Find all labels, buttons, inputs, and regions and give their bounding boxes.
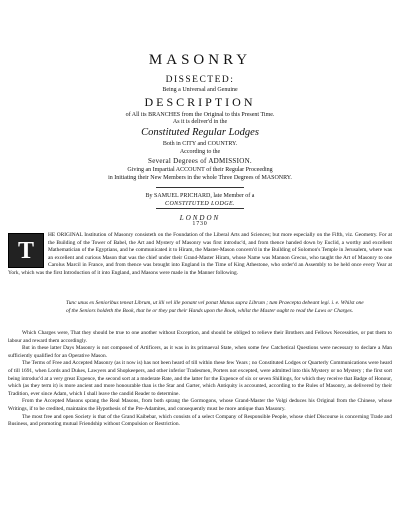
author-lodge: CONSTITUTED LODGE. <box>165 201 235 207</box>
subtitle-city-country: Both in CITY and COUNTRY. <box>162 141 238 147</box>
divider-rule <box>156 208 244 209</box>
paragraph-free-society: The most free and open Society is that of the Grand Kaibebar, which consists of a select Company of Responsible People, whose chief Discourse is concerning Trade and Business, and promoting mutual Friendship without Compulsion or Restriction. <box>8 413 392 428</box>
title-dissected: DISSECTED: <box>165 75 235 85</box>
imprint-year: 1730 <box>192 221 208 227</box>
subtitle-as-delivered: As it is deliver'd in the <box>172 119 228 125</box>
imprint-place: LONDON <box>179 214 221 222</box>
divider-rule <box>156 187 244 188</box>
subtitle-admission: Several Degrees of ADMISSION. <box>148 157 252 165</box>
drop-cap-letter: T <box>17 237 34 264</box>
subtitle-initiating: in Initiating their New Members in the whole Three Degrees of MASONRY. <box>108 175 292 181</box>
paragraph-terms: The Terms of Free and Accepted Masonry (as it now is) has not been heard of till within these few Years ; no Constituted Lodges or Quarterly Communications were heard of till 1691, when Lords and Dukes, Lawyers and Shopkeepers, and other inferior Tradesmen, Porters not excepted, were admitted into this Mystery or no Mystery ; the first sort being introduc'd at a very great Expence, the second sort at a moderate Rate, and the latter for the Expence of six or seven Shillings, for which they receive that Badge of Honour, which (as they term it) is more ancient and more honourable than is the Star and Garter, which Antiquity is accounted, according to the Rules of Masonry, as delivered by their Tradition, ever since Adam, which I shall leave the candid Reader to determine. <box>8 360 392 397</box>
author-line: By SAMUEL PRICHARD, late Member of a <box>145 193 255 199</box>
body-text-block <box>8 330 392 429</box>
paragraph-charges: Which Charges were, That they should be true to one another without Exception, and should be obliged to relieve their Brothers and Fellows Necessities, or put them to labour and reward them accordingly. <box>8 330 392 344</box>
body-paragraph-1 <box>8 232 392 278</box>
paragraph-accepted-masons: From the Accepted Masons sprang the Real Masons, from both sprang the Gormogons, whose Grand-Master the Volgi deduces his Original from the Chinese, whose Writings, if to be credited, maintains the Hypothesis of the Pre-Adamites, and consequently must be more antique than Masonry. <box>8 398 392 412</box>
paragraph-latter-days: But in these latter Days Masonry is not composed of Artificers, as it was in its primaeval State, when some few Catchetical Questions were necessary to declare a Man sufficiently qualified for an Operative Mason. <box>8 345 392 359</box>
paragraph-text: HE ORIGINAL Institution of Masonry consisteth on the Foundation of the Liberal Arts and Sciences; but more especially on the Fifth, viz. Geometry. For at the Building of the Tower of Babel, the Art and Mystery of Masonry was first introduc'd, and from thence handed down by Euclid, a worthy and excellent Mathematician of the Egyptians, and he communicated it to Hiram, the Master-Mason concern'd in the Building of Solomon's Temple in Jerusalem, where was an excellent and curious Mason that was the chief under their Grand-Master Hiram, whose Name was Mannon Grecus, who taught the Art of Masonry to one Carolus Marcil in France, and from thence was brought into England in the Time of King Athestone, who order'd an Assembly to be held once every Year at York, which was the first Introduction of it into England, and Masons were made in the Manner following. <box>8 232 392 276</box>
drop-cap-ornament <box>8 233 44 268</box>
subtitle-according: According to the <box>179 149 221 155</box>
title-masonry: MASONRY <box>148 52 252 68</box>
subtitle-being: Being a Universal and Genuine <box>162 87 238 93</box>
latin-quotation: Tunc unus ex Senioribus teneat Librum, ut illi vel ille ponant vel ponat Manus supra Librum ; tum Praecepta debeant legi. i. e. Whilst one of the Seniors holdeth the Book, that he or they put their Hands upon the Book, whilst the Master ought to read the Laws or Charges. <box>66 300 364 314</box>
subtitle-branches: of All its BRANCHES from the Original to this Present Time. <box>125 112 275 118</box>
title-constituted-lodges: Constituted Regular Lodges <box>141 127 259 138</box>
subtitle-giving: Giving an Impartial ACCOUNT of their Regular Proceeding <box>127 167 273 173</box>
title-description: DESCRIPTION <box>144 95 256 109</box>
